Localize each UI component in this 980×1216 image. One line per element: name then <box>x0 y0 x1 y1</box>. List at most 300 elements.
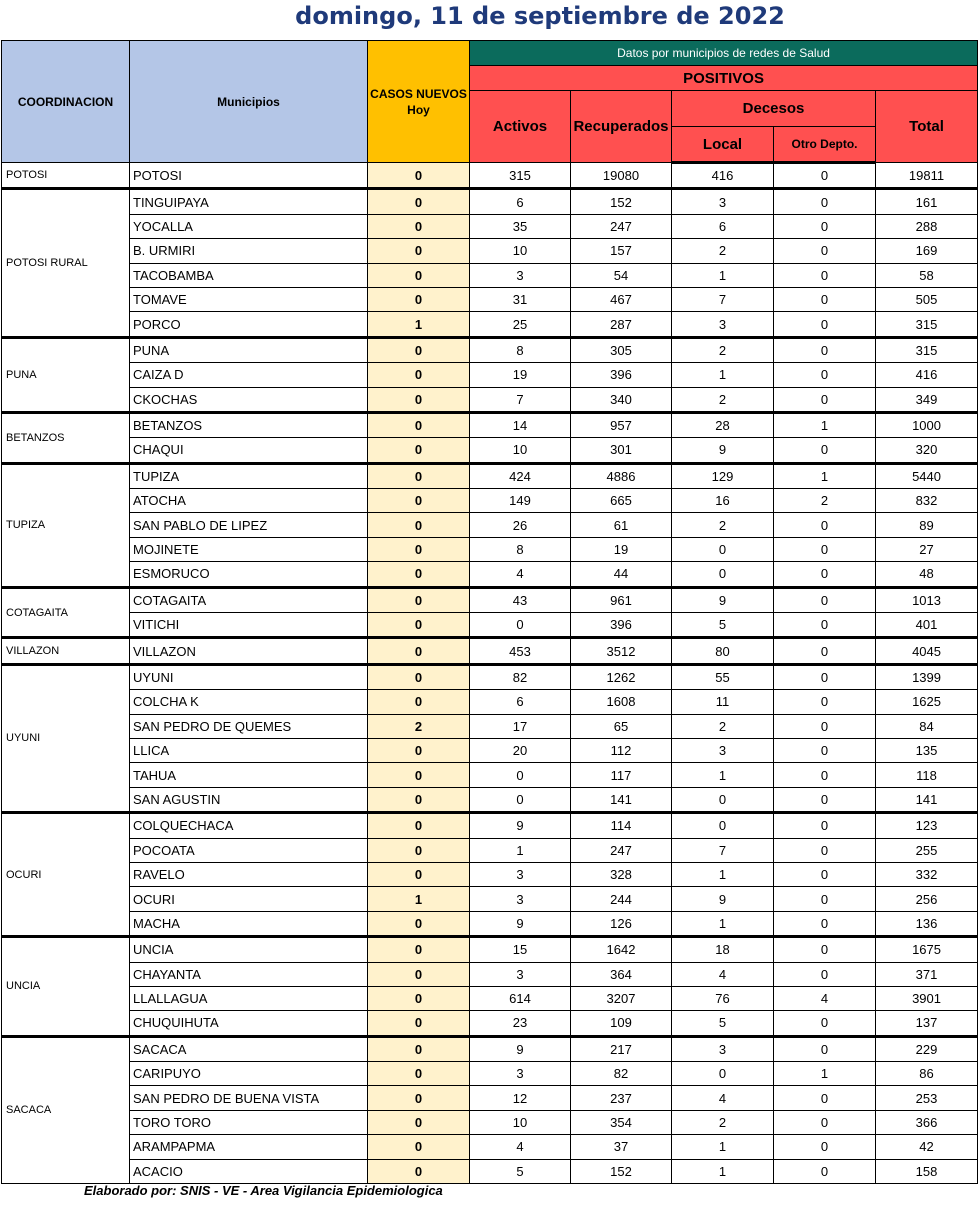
cell-decesos-otro: 0 <box>774 638 876 664</box>
cell-recuperados: 287 <box>571 312 672 337</box>
cell-casos-nuevos: 0 <box>368 562 470 587</box>
cell-recuperados: 114 <box>571 813 672 838</box>
cell-casos-nuevos: 0 <box>368 1110 470 1134</box>
cell-activos: 15 <box>470 937 571 962</box>
cell-activos: 8 <box>470 337 571 362</box>
cell-activos: 82 <box>470 664 571 689</box>
cell-casos-nuevos: 0 <box>368 513 470 537</box>
cell-activos: 3 <box>470 263 571 287</box>
cell-recuperados: 65 <box>571 714 672 738</box>
cell-decesos-otro: 0 <box>774 763 876 787</box>
cell-activos: 25 <box>470 312 571 337</box>
cell-decesos-otro: 0 <box>774 838 876 862</box>
cell-activos: 10 <box>470 438 571 463</box>
header-casos-nuevos: CASOS NUEVOS Hoy <box>368 41 470 163</box>
cell-decesos-otro: 0 <box>774 189 876 214</box>
cell-decesos-local: 4 <box>672 962 774 986</box>
cell-total: 118 <box>876 763 978 787</box>
cell-decesos-otro: 0 <box>774 1110 876 1134</box>
cell-municipio: LLALLAGUA <box>130 986 368 1010</box>
cell-activos: 9 <box>470 813 571 838</box>
cell-total: 505 <box>876 287 978 311</box>
table-row <box>2 214 978 238</box>
cell-decesos-local: 129 <box>672 463 774 488</box>
cell-municipio: VILLAZON <box>130 638 368 664</box>
cell-recuperados: 19080 <box>571 163 672 189</box>
table-row <box>2 287 978 311</box>
cell-casos-nuevos: 2 <box>368 714 470 738</box>
cell-municipio: B. URMIRI <box>130 239 368 263</box>
cell-decesos-local: 7 <box>672 287 774 311</box>
cell-coordinacion: COTAGAITA <box>2 587 130 638</box>
cell-decesos-local: 9 <box>672 438 774 463</box>
cell-decesos-otro: 0 <box>774 387 876 412</box>
cell-casos-nuevos: 0 <box>368 263 470 287</box>
cell-recuperados: 961 <box>571 587 672 612</box>
cell-total: 288 <box>876 214 978 238</box>
cell-decesos-otro: 0 <box>774 813 876 838</box>
table-row <box>2 163 978 189</box>
cell-municipio: TACOBAMBA <box>130 263 368 287</box>
cell-total: 1399 <box>876 664 978 689</box>
cell-total: 137 <box>876 1011 978 1036</box>
cell-recuperados: 1608 <box>571 690 672 714</box>
cell-recuperados: 340 <box>571 387 672 412</box>
table-body <box>2 163 978 1184</box>
cell-activos: 424 <box>470 463 571 488</box>
cell-activos: 19 <box>470 363 571 387</box>
footer-credit: Elaborado por: SNIS - VE - Area Vigilancia Epidemiologica <box>84 1183 443 1198</box>
table-row <box>2 363 978 387</box>
cell-activos: 20 <box>470 738 571 762</box>
cell-decesos-otro: 0 <box>774 664 876 689</box>
cell-decesos-local: 9 <box>672 887 774 911</box>
cell-recuperados: 152 <box>571 189 672 214</box>
table-row <box>2 613 978 638</box>
cell-decesos-otro: 0 <box>774 363 876 387</box>
cases-table <box>1 40 978 1184</box>
cell-total: 229 <box>876 1036 978 1061</box>
cell-total: 1013 <box>876 587 978 612</box>
cell-total: 349 <box>876 387 978 412</box>
cell-decesos-local: 80 <box>672 638 774 664</box>
cell-total: 416 <box>876 363 978 387</box>
cell-total: 1000 <box>876 412 978 437</box>
cell-activos: 10 <box>470 239 571 263</box>
cell-recuperados: 3512 <box>571 638 672 664</box>
cell-activos: 6 <box>470 189 571 214</box>
table-row <box>2 489 978 513</box>
cell-casos-nuevos: 0 <box>368 937 470 962</box>
cell-municipio: PUNA <box>130 337 368 362</box>
cell-decesos-local: 1 <box>672 763 774 787</box>
header-activos: Activos <box>470 91 571 163</box>
cell-coordinacion: POTOSI RURAL <box>2 189 130 337</box>
cell-decesos-local: 11 <box>672 690 774 714</box>
cell-casos-nuevos: 0 <box>368 1011 470 1036</box>
cell-decesos-otro: 0 <box>774 738 876 762</box>
cell-total: 1675 <box>876 937 978 962</box>
cell-activos: 23 <box>470 1011 571 1036</box>
table-row <box>2 263 978 287</box>
cell-activos: 453 <box>470 638 571 664</box>
cell-activos: 3 <box>470 1062 571 1086</box>
table-row <box>2 438 978 463</box>
cell-casos-nuevos: 0 <box>368 489 470 513</box>
cell-casos-nuevos: 0 <box>368 363 470 387</box>
cell-decesos-otro: 2 <box>774 489 876 513</box>
cell-total: 366 <box>876 1110 978 1134</box>
cell-decesos-local: 5 <box>672 1011 774 1036</box>
cell-total: 42 <box>876 1135 978 1159</box>
cell-municipio: TORO TORO <box>130 1110 368 1134</box>
cell-municipio: UNCIA <box>130 937 368 962</box>
cell-decesos-local: 76 <box>672 986 774 1010</box>
cell-activos: 17 <box>470 714 571 738</box>
page-title: domingo, 11 de septiembre de 2022 <box>295 2 785 30</box>
cell-municipio: YOCALLA <box>130 214 368 238</box>
table-row <box>2 1110 978 1134</box>
cell-municipio: MOJINETE <box>130 537 368 561</box>
cell-activos: 6 <box>470 690 571 714</box>
table-row <box>2 537 978 561</box>
cell-coordinacion: BETANZOS <box>2 412 130 463</box>
cell-decesos-otro: 0 <box>774 887 876 911</box>
cell-recuperados: 19 <box>571 537 672 561</box>
cell-municipio: UYUNI <box>130 664 368 689</box>
cell-decesos-otro: 0 <box>774 587 876 612</box>
cell-total: 27 <box>876 537 978 561</box>
cell-decesos-otro: 4 <box>774 986 876 1010</box>
cell-activos: 9 <box>470 1036 571 1061</box>
cell-decesos-local: 1 <box>672 363 774 387</box>
cell-municipio: CHAQUI <box>130 438 368 463</box>
cell-total: 255 <box>876 838 978 862</box>
cell-decesos-local: 0 <box>672 787 774 812</box>
cell-coordinacion: SACACA <box>2 1036 130 1183</box>
cell-total: 401 <box>876 613 978 638</box>
cell-casos-nuevos: 0 <box>368 412 470 437</box>
cell-municipio: SAN AGUSTIN <box>130 787 368 812</box>
table-row <box>2 714 978 738</box>
cell-recuperados: 54 <box>571 263 672 287</box>
cell-casos-nuevos: 0 <box>368 962 470 986</box>
cell-recuperados: 665 <box>571 489 672 513</box>
cell-decesos-local: 2 <box>672 714 774 738</box>
cell-decesos-local: 1 <box>672 911 774 936</box>
cell-recuperados: 61 <box>571 513 672 537</box>
cell-casos-nuevos: 0 <box>368 239 470 263</box>
table-row <box>2 690 978 714</box>
cell-municipio: LLICA <box>130 738 368 762</box>
cell-recuperados: 305 <box>571 337 672 362</box>
cell-recuperados: 44 <box>571 562 672 587</box>
cell-municipio: SAN PEDRO DE BUENA VISTA <box>130 1086 368 1110</box>
cell-casos-nuevos: 1 <box>368 312 470 337</box>
cell-total: 256 <box>876 887 978 911</box>
header-positivos: POSITIVOS <box>470 66 978 91</box>
cell-recuperados: 244 <box>571 887 672 911</box>
cell-activos: 4 <box>470 1135 571 1159</box>
cell-total: 86 <box>876 1062 978 1086</box>
cell-total: 5440 <box>876 463 978 488</box>
cell-decesos-otro: 0 <box>774 862 876 886</box>
cell-casos-nuevos: 0 <box>368 287 470 311</box>
cell-casos-nuevos: 0 <box>368 986 470 1010</box>
cell-municipio: CAIZA D <box>130 363 368 387</box>
cell-decesos-otro: 0 <box>774 163 876 189</box>
cell-total: 141 <box>876 787 978 812</box>
cell-recuperados: 109 <box>571 1011 672 1036</box>
cell-decesos-otro: 0 <box>774 438 876 463</box>
cell-activos: 9 <box>470 911 571 936</box>
cell-municipio: PORCO <box>130 312 368 337</box>
table-row <box>2 738 978 762</box>
table-row <box>2 1062 978 1086</box>
header-datos-municipios: Datos por municipios de redes de Salud <box>470 41 978 66</box>
cell-activos: 1 <box>470 838 571 862</box>
cell-decesos-otro: 0 <box>774 613 876 638</box>
table-row <box>2 862 978 886</box>
cell-total: 1625 <box>876 690 978 714</box>
cell-total: 84 <box>876 714 978 738</box>
cell-recuperados: 237 <box>571 1086 672 1110</box>
cell-municipio: CKOCHAS <box>130 387 368 412</box>
table-row <box>2 664 978 689</box>
cell-activos: 315 <box>470 163 571 189</box>
cell-casos-nuevos: 0 <box>368 638 470 664</box>
cell-casos-nuevos: 0 <box>368 862 470 886</box>
cell-activos: 3 <box>470 962 571 986</box>
cell-municipio: CHAYANTA <box>130 962 368 986</box>
cell-municipio: COLCHA K <box>130 690 368 714</box>
cell-decesos-otro: 0 <box>774 911 876 936</box>
cell-casos-nuevos: 0 <box>368 214 470 238</box>
cell-decesos-local: 4 <box>672 1086 774 1110</box>
table-row <box>2 1135 978 1159</box>
cell-coordinacion: VILLAZON <box>2 638 130 664</box>
cell-activos: 4 <box>470 562 571 587</box>
table-row <box>2 463 978 488</box>
cell-decesos-local: 1 <box>672 1159 774 1183</box>
cell-total: 161 <box>876 189 978 214</box>
cell-municipio: COTAGAITA <box>130 587 368 612</box>
cell-decesos-local: 16 <box>672 489 774 513</box>
cell-activos: 0 <box>470 763 571 787</box>
cell-decesos-local: 0 <box>672 562 774 587</box>
cell-total: 4045 <box>876 638 978 664</box>
cell-decesos-local: 28 <box>672 412 774 437</box>
cell-municipio: TAHUA <box>130 763 368 787</box>
header-total: Total <box>876 91 978 163</box>
cell-decesos-local: 3 <box>672 312 774 337</box>
cell-municipio: TINGUIPAYA <box>130 189 368 214</box>
cell-municipio: ACACIO <box>130 1159 368 1183</box>
cell-casos-nuevos: 0 <box>368 1135 470 1159</box>
cell-decesos-otro: 0 <box>774 714 876 738</box>
cell-decesos-otro: 1 <box>774 463 876 488</box>
cell-recuperados: 126 <box>571 911 672 936</box>
cell-total: 58 <box>876 263 978 287</box>
cell-casos-nuevos: 0 <box>368 163 470 189</box>
cell-casos-nuevos: 0 <box>368 337 470 362</box>
cell-casos-nuevos: 0 <box>368 438 470 463</box>
table-row <box>2 239 978 263</box>
cell-total: 832 <box>876 489 978 513</box>
cell-total: 135 <box>876 738 978 762</box>
cell-recuperados: 467 <box>571 287 672 311</box>
cell-decesos-local: 1 <box>672 263 774 287</box>
cell-municipio: SAN PEDRO DE QUEMES <box>130 714 368 738</box>
header-recuperados: Recuperados <box>571 91 672 163</box>
cell-municipio: ESMORUCO <box>130 562 368 587</box>
cell-recuperados: 247 <box>571 214 672 238</box>
cell-casos-nuevos: 0 <box>368 664 470 689</box>
cell-recuperados: 112 <box>571 738 672 762</box>
cell-recuperados: 82 <box>571 1062 672 1086</box>
cell-decesos-otro: 0 <box>774 962 876 986</box>
cell-activos: 35 <box>470 214 571 238</box>
cell-total: 123 <box>876 813 978 838</box>
cell-municipio: SACACA <box>130 1036 368 1061</box>
cell-decesos-local: 2 <box>672 337 774 362</box>
cell-activos: 8 <box>470 537 571 561</box>
table-row <box>2 813 978 838</box>
table-row <box>2 1036 978 1061</box>
cell-coordinacion: UNCIA <box>2 937 130 1037</box>
cell-activos: 10 <box>470 1110 571 1134</box>
cell-municipio: TOMAVE <box>130 287 368 311</box>
cell-recuperados: 217 <box>571 1036 672 1061</box>
cell-municipio: COLQUECHACA <box>130 813 368 838</box>
cell-municipio: POTOSI <box>130 163 368 189</box>
cell-recuperados: 37 <box>571 1135 672 1159</box>
cell-decesos-local: 416 <box>672 163 774 189</box>
cell-decesos-local: 1 <box>672 862 774 886</box>
cell-activos: 43 <box>470 587 571 612</box>
cell-total: 371 <box>876 962 978 986</box>
cell-activos: 26 <box>470 513 571 537</box>
cell-municipio: RAVELO <box>130 862 368 886</box>
table-header <box>2 41 978 163</box>
cell-decesos-otro: 0 <box>774 513 876 537</box>
cell-municipio: BETANZOS <box>130 412 368 437</box>
cell-decesos-local: 0 <box>672 537 774 561</box>
cell-total: 19811 <box>876 163 978 189</box>
header-decesos: Decesos <box>672 91 876 127</box>
cell-activos: 149 <box>470 489 571 513</box>
table-row <box>2 1159 978 1183</box>
table-row <box>2 838 978 862</box>
cell-recuperados: 396 <box>571 613 672 638</box>
cell-decesos-otro: 0 <box>774 287 876 311</box>
cell-recuperados: 157 <box>571 239 672 263</box>
cell-municipio: MACHA <box>130 911 368 936</box>
cell-total: 315 <box>876 312 978 337</box>
cell-recuperados: 301 <box>571 438 672 463</box>
cell-decesos-local: 3 <box>672 738 774 762</box>
cell-casos-nuevos: 0 <box>368 1062 470 1086</box>
cell-decesos-local: 3 <box>672 189 774 214</box>
table-row <box>2 189 978 214</box>
cell-activos: 14 <box>470 412 571 437</box>
cell-casos-nuevos: 0 <box>368 613 470 638</box>
cell-decesos-otro: 0 <box>774 1159 876 1183</box>
cell-casos-nuevos: 0 <box>368 1036 470 1061</box>
cell-casos-nuevos: 0 <box>368 838 470 862</box>
cell-activos: 0 <box>470 613 571 638</box>
cell-municipio: CARIPUYO <box>130 1062 368 1086</box>
cell-decesos-local: 2 <box>672 513 774 537</box>
cell-activos: 0 <box>470 787 571 812</box>
cell-municipio: VITICHI <box>130 613 368 638</box>
table-row <box>2 412 978 437</box>
cell-total: 320 <box>876 438 978 463</box>
cell-recuperados: 1642 <box>571 937 672 962</box>
table-row <box>2 887 978 911</box>
header-local: Local <box>672 127 774 163</box>
cell-activos: 31 <box>470 287 571 311</box>
table-row <box>2 337 978 362</box>
cell-activos: 3 <box>470 887 571 911</box>
cell-decesos-otro: 1 <box>774 1062 876 1086</box>
cell-recuperados: 354 <box>571 1110 672 1134</box>
cell-activos: 12 <box>470 1086 571 1110</box>
header-municipios: Municipios <box>130 41 368 163</box>
cell-total: 315 <box>876 337 978 362</box>
table-row <box>2 1011 978 1036</box>
table-row <box>2 986 978 1010</box>
cell-coordinacion: PUNA <box>2 337 130 412</box>
cell-activos: 614 <box>470 986 571 1010</box>
cell-decesos-otro: 0 <box>774 337 876 362</box>
cell-decesos-otro: 1 <box>774 412 876 437</box>
cell-decesos-local: 55 <box>672 664 774 689</box>
cell-decesos-otro: 0 <box>774 1135 876 1159</box>
cell-recuperados: 1262 <box>571 664 672 689</box>
cell-total: 158 <box>876 1159 978 1183</box>
table-row <box>2 937 978 962</box>
cell-casos-nuevos: 0 <box>368 1159 470 1183</box>
cell-recuperados: 957 <box>571 412 672 437</box>
cell-municipio: POCOATA <box>130 838 368 862</box>
cell-decesos-local: 1 <box>672 1135 774 1159</box>
cell-casos-nuevos: 0 <box>368 1086 470 1110</box>
cell-municipio: OCURI <box>130 887 368 911</box>
cell-decesos-local: 3 <box>672 1036 774 1061</box>
cell-decesos-otro: 0 <box>774 537 876 561</box>
cell-decesos-otro: 0 <box>774 937 876 962</box>
table-row <box>2 312 978 337</box>
cell-casos-nuevos: 0 <box>368 463 470 488</box>
cell-total: 253 <box>876 1086 978 1110</box>
cell-casos-nuevos: 0 <box>368 587 470 612</box>
header-otro-depto: Otro Depto. <box>774 127 876 163</box>
table-row <box>2 562 978 587</box>
cell-decesos-otro: 0 <box>774 239 876 263</box>
cell-casos-nuevos: 0 <box>368 813 470 838</box>
cell-decesos-local: 2 <box>672 239 774 263</box>
cell-coordinacion: UYUNI <box>2 664 130 812</box>
cell-municipio: ATOCHA <box>130 489 368 513</box>
cell-decesos-local: 2 <box>672 387 774 412</box>
cell-decesos-otro: 0 <box>774 690 876 714</box>
cell-activos: 3 <box>470 862 571 886</box>
cell-casos-nuevos: 0 <box>368 911 470 936</box>
cell-decesos-otro: 0 <box>774 1086 876 1110</box>
cell-decesos-otro: 0 <box>774 214 876 238</box>
cell-decesos-otro: 0 <box>774 787 876 812</box>
